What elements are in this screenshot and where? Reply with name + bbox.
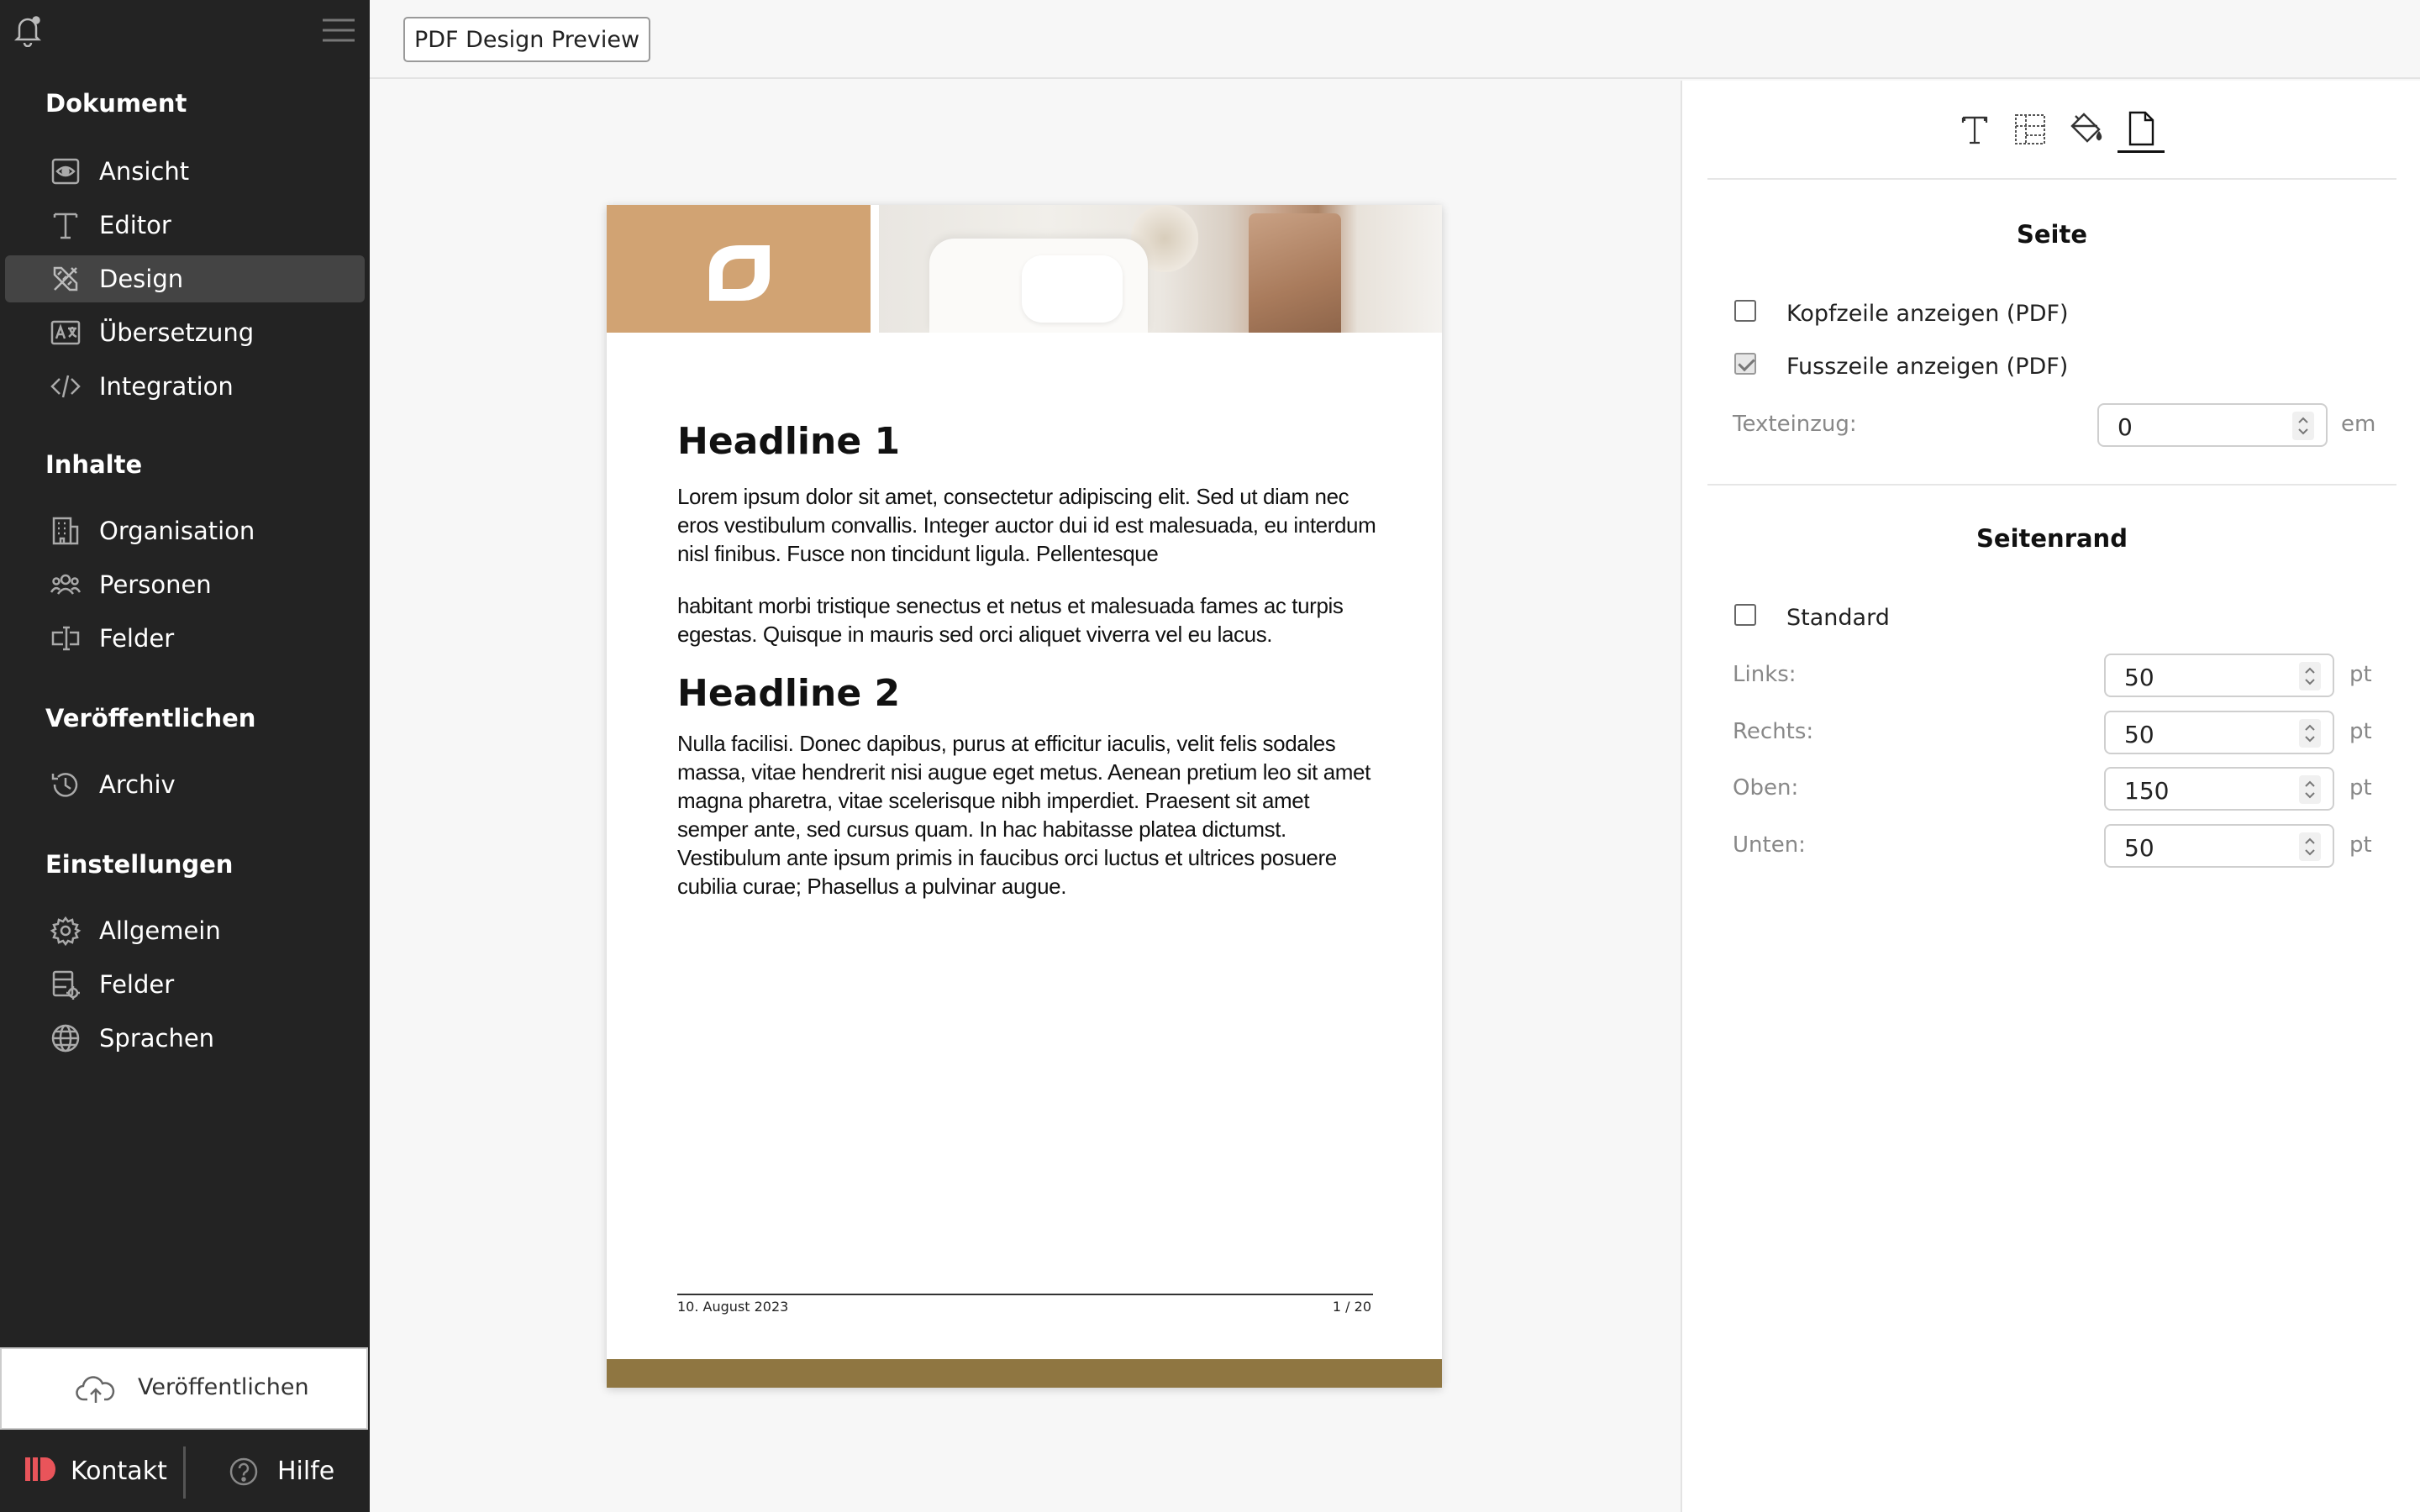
sidebar-item-label: Design: [99, 265, 184, 293]
sidebar-item-editor[interactable]: [5, 202, 365, 249]
panel-divider: [1707, 178, 2396, 180]
gear-icon: [49, 916, 82, 946]
rechts-unit: pt: [2349, 719, 2372, 744]
menu-icon[interactable]: [321, 17, 356, 44]
texteinzug-unit: em: [2341, 412, 2376, 437]
kontakt-link[interactable]: Kontakt: [71, 1457, 167, 1486]
layout-icon[interactable]: [2007, 106, 2054, 153]
fusszeile-checkbox[interactable]: [1734, 353, 1756, 375]
doc-paragraph-3: Nulla facilisi. Donec dapibus, purus at efficitur iaculis, velit felis sodales massa, vitae hendrerit nisi augue eget metus. Aenean pretium leo sit amet magna pharetra, vitae scelerisque nibh imperdiet. Praesent sit amet semper ante, sed cursus quam. In hac habitasse platea dictumst. Vestibulum ante ipsum primis in faucibus orci luctus et ultrices posuere cubilia curae; Phasellus a pulvinar augue.: [677, 731, 1370, 899]
history-icon: [49, 769, 82, 800]
doc-paragraph-2: habitant morbi tristique senectus et netus et malesuada fames ac turpis egestas. Quisque in mauris sed orci aliquet viverra vel eu lacus.: [677, 593, 1344, 647]
footer-date: 10. August 2023: [677, 1299, 789, 1315]
sidebar-item-label: Allgemein: [99, 916, 221, 945]
page-bottom-bar: [607, 1359, 1442, 1388]
footer-page-number: 1 / 20: [1332, 1299, 1371, 1315]
sidebar-item-personen[interactable]: [5, 561, 365, 608]
code-icon: [49, 371, 82, 402]
sidebar-item-label: Felder: [99, 624, 175, 653]
sidebar-item-uebersetzung[interactable]: [5, 309, 365, 356]
sidebar-item-ansicht[interactable]: [5, 148, 365, 195]
sidebar-item-allgemein[interactable]: [5, 907, 365, 954]
sidebar-item-label: Felder: [99, 970, 175, 999]
standard-checkbox[interactable]: [1734, 604, 1756, 626]
preview-canvas: [370, 81, 1681, 1512]
notification-bell-icon[interactable]: [13, 13, 42, 47]
text-icon: [49, 210, 82, 240]
help-icon[interactable]: [229, 1457, 259, 1487]
sidebar-footer: [0, 1430, 370, 1512]
oben-label: Oben:: [1733, 775, 1799, 801]
page-icon[interactable]: [2118, 106, 2165, 153]
rechts-input[interactable]: [2104, 711, 2334, 754]
translate-icon: [49, 318, 82, 348]
sidebar-item-felder-settings[interactable]: [5, 961, 365, 1008]
field-settings-icon: [49, 969, 82, 1000]
sidebar-item-label: Editor: [99, 211, 171, 239]
rechts-label: Rechts:: [1733, 719, 1814, 744]
unten-unit: pt: [2349, 832, 2372, 858]
header-interior-photo: [879, 205, 1442, 333]
texteinzug-input[interactable]: [2097, 403, 2328, 447]
sidebar-item-felder[interactable]: [5, 615, 365, 662]
panel-tabs: [1951, 106, 2170, 156]
sidebar-item-organisation[interactable]: [5, 507, 365, 554]
links-value: 50: [2124, 664, 2154, 691]
unten-input[interactable]: [2104, 824, 2334, 868]
sidebar-top: [0, 0, 370, 59]
rechts-value: 50: [2124, 721, 2154, 748]
field-icon: [49, 623, 82, 654]
section-seite-title: Seite: [2016, 220, 2088, 249]
design-settings-panel: [1681, 81, 2420, 1512]
doc-headline-2: Headline 2: [677, 672, 901, 715]
sidebar-item-label: Integration: [99, 372, 234, 401]
pdf-design-preview-button[interactable]: PDF Design Preview: [403, 17, 650, 62]
panel-divider: [1707, 484, 2396, 486]
stepper-icon[interactable]: [2299, 662, 2321, 690]
texteinzug-value: 0: [2118, 413, 2133, 441]
paint-bucket-icon[interactable]: [2062, 106, 2109, 153]
sidebar-item-label: Sprachen: [99, 1024, 215, 1053]
doc-headline-1: Headline 1: [677, 420, 901, 463]
users-icon: [49, 570, 82, 600]
stepper-icon[interactable]: [2299, 719, 2321, 748]
texteinzug-label: Texteinzug:: [1733, 412, 1857, 437]
section-seitenrand-title: Seitenrand: [1976, 524, 2128, 553]
links-label: Links:: [1733, 662, 1797, 687]
sidebar-item-sprachen[interactable]: [5, 1015, 365, 1062]
top-bar: [370, 0, 2420, 79]
oben-input[interactable]: [2104, 767, 2334, 811]
kopfzeile-label: Kopfzeile anzeigen (PDF): [1786, 301, 2069, 327]
building-icon: [49, 516, 82, 546]
publish-button-label: Veröffentlichen: [138, 1374, 309, 1400]
section-veroeffentlichen: Veröffentlichen: [45, 704, 256, 732]
eye-icon: [49, 156, 82, 186]
sidebar-item-label: Organisation: [99, 517, 255, 545]
design-tools-icon: [49, 264, 82, 294]
stepper-icon[interactable]: [2292, 412, 2314, 440]
cloud-upload-icon: [76, 1373, 116, 1406]
hilfe-link[interactable]: Hilfe: [277, 1457, 335, 1486]
sidebar-item-label: Übersetzung: [99, 318, 255, 347]
oben-value: 150: [2124, 777, 2170, 805]
text-icon[interactable]: [1951, 106, 1998, 153]
kontakt-logo-icon[interactable]: [24, 1455, 57, 1483]
sidebar-item-label: Ansicht: [99, 157, 190, 186]
unten-label: Unten:: [1733, 832, 1806, 858]
kopfzeile-checkbox[interactable]: [1734, 300, 1756, 322]
links-unit: pt: [2349, 662, 2372, 687]
publish-button[interactable]: [0, 1347, 368, 1430]
sidebar-item-integration[interactable]: [5, 363, 365, 410]
pdf-page-preview: [607, 205, 1442, 1388]
stepper-icon[interactable]: [2299, 832, 2321, 861]
footer-rule: [677, 1294, 1373, 1295]
stepper-icon[interactable]: [2299, 775, 2321, 804]
footer-divider: [183, 1446, 186, 1499]
links-input[interactable]: [2104, 654, 2334, 697]
sidebar-item-archiv[interactable]: [5, 761, 365, 808]
header-brand-block: [607, 205, 871, 333]
fusszeile-label: Fusszeile anzeigen (PDF): [1786, 354, 2069, 380]
leaf-logo-icon: [706, 242, 773, 304]
section-dokument: Dokument: [45, 89, 187, 118]
sidebar-item-label: Personen: [99, 570, 212, 599]
sidebar: [0, 0, 370, 1512]
sidebar-item-design[interactable]: [5, 255, 365, 302]
standard-label: Standard: [1786, 605, 1890, 631]
section-einstellungen: Einstellungen: [45, 850, 234, 879]
doc-paragraph-1: Lorem ipsum dolor sit amet, consectetur adipiscing elit. Sed ut diam nec eros vestibulum convallis. Integer auctor dui id est malesuada, eu interdum nisl finibus. Fusce non tincidunt ligula. Pellentesque: [677, 484, 1376, 566]
sidebar-item-label: Archiv: [99, 770, 176, 799]
globe-icon: [49, 1023, 82, 1053]
oben-unit: pt: [2349, 775, 2372, 801]
unten-value: 50: [2124, 834, 2154, 862]
section-inhalte: Inhalte: [45, 450, 143, 479]
